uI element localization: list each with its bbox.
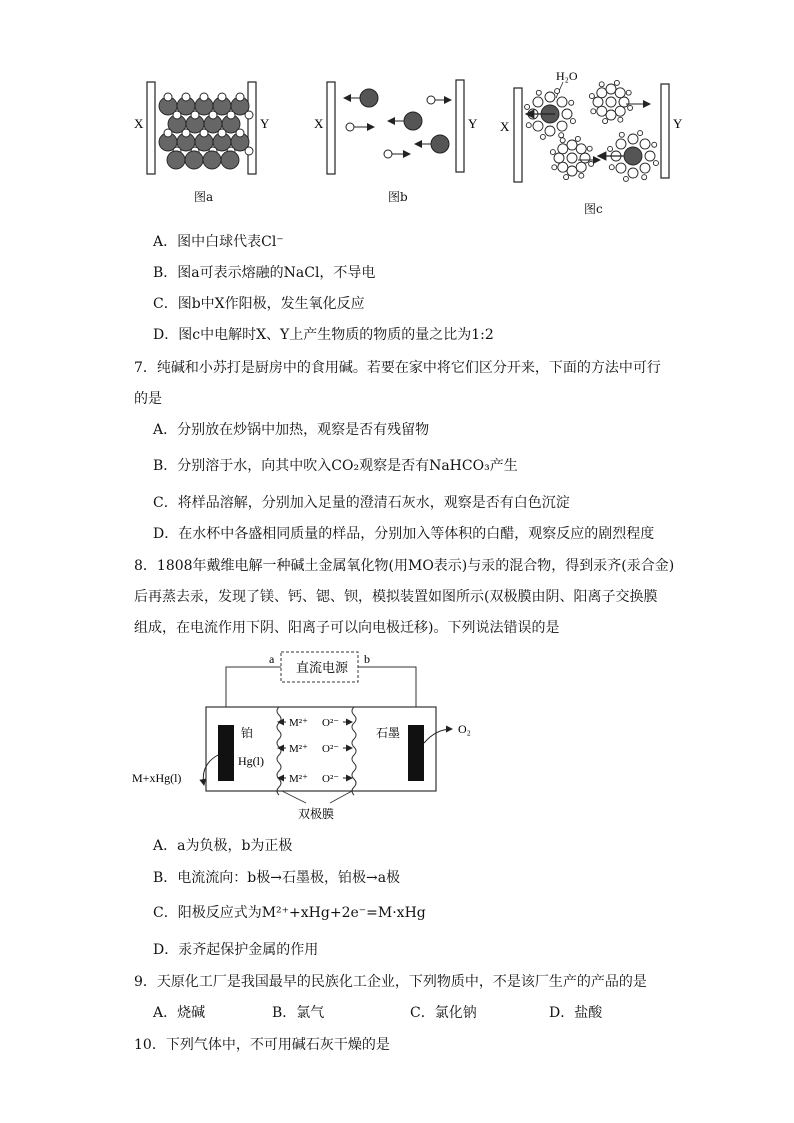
electrode-y [661, 84, 669, 178]
anion [200, 129, 208, 137]
electrolytic-cell [206, 707, 436, 791]
anion [164, 129, 172, 137]
q8-option-a: A．a为负极，b为正极 [153, 838, 293, 854]
electrode-y [456, 80, 464, 172]
power-label: 直流电源 [296, 660, 349, 675]
cation [431, 135, 449, 153]
water-molecule [597, 106, 607, 116]
water-molecule [545, 126, 555, 136]
q7-option-c: C．将样品溶解，分别加入足量的澄清石灰水，观察是否有白色沉淀 [153, 495, 570, 511]
figure-c-caption: 图c [584, 202, 603, 216]
q8-stem-line2: 后再蒸去汞，发现了镁、钙、锶、钡，模拟装置如图所示(双极膜由阴、阳离子交换膜 [134, 589, 658, 605]
anion [427, 96, 435, 104]
anion [236, 93, 244, 101]
hydrogen-atom [564, 175, 569, 180]
q7-option-b: B．分别溶于水，向其中吹入CO₂观察是否有NaHCO₃产生 [153, 458, 518, 474]
q7-stem-line2: 的是 [134, 391, 162, 407]
label-x: X [314, 116, 324, 131]
hydrogen-atom [623, 176, 628, 181]
ion-core [567, 153, 577, 163]
electrode-x [514, 88, 522, 182]
water-molecule [606, 110, 616, 120]
q6-option-a: A．图中白球代表Cl⁻ [153, 234, 284, 250]
terminal-a: a [269, 652, 275, 666]
water-label: H₂O [556, 69, 578, 83]
water-molecule [616, 139, 626, 149]
water-molecule [562, 109, 572, 119]
cation-label: M²⁺ [289, 717, 308, 729]
anion [245, 147, 253, 155]
water-molecule [576, 162, 586, 172]
q9-option-b: B．氯气 [272, 1005, 325, 1021]
hydrogen-atom [642, 175, 647, 180]
anion [182, 93, 190, 101]
water-molecule [567, 166, 577, 176]
cation [404, 112, 422, 130]
water-molecule [567, 140, 577, 150]
hydrogen-atom [552, 165, 557, 170]
water-molecule [640, 139, 650, 149]
hydrogen-atom [555, 89, 560, 94]
anion [384, 150, 392, 158]
water-molecule [558, 144, 568, 154]
water-molecule [628, 134, 638, 144]
anion [245, 111, 253, 119]
water-molecule [557, 121, 567, 131]
anion [346, 123, 354, 131]
label-y: Y [260, 116, 270, 131]
water-molecule [554, 153, 564, 163]
product-right: O₂ [458, 722, 471, 736]
water-molecule [615, 88, 625, 98]
hydrogen-atom [579, 173, 584, 178]
hydrogen-atom [626, 90, 631, 95]
water-molecule [576, 144, 586, 154]
hydrogen-atom [614, 80, 619, 85]
hydrogen-atom [587, 146, 592, 151]
hydrogen-atom [652, 142, 657, 147]
hydrogen-atom [575, 136, 580, 141]
figure-b-caption: 图b [388, 190, 408, 204]
water-molecule [533, 121, 543, 131]
cation-label: M²⁺ [289, 773, 308, 785]
label-x: X [500, 119, 510, 134]
electrolysis-apparatus [0, 645, 794, 835]
ion-core [624, 147, 642, 165]
hydrogen-atom [609, 165, 614, 170]
anion [236, 129, 244, 137]
hydrogen-atom [589, 94, 594, 99]
water-molecule [533, 97, 543, 107]
anion [227, 111, 235, 119]
figure-c [500, 69, 683, 182]
hydrogen-atom [570, 119, 575, 124]
cation [185, 151, 203, 169]
hydrogen-atom [550, 150, 555, 155]
water-molecule [645, 151, 655, 161]
anion [200, 93, 208, 101]
anion [191, 111, 199, 119]
graphite-electrode [408, 725, 424, 781]
label-y: Y [673, 116, 683, 131]
cation [360, 89, 378, 107]
hydrogen-atom [525, 104, 530, 109]
hydrogen-atom [619, 132, 624, 137]
hydrogen-atom [608, 146, 613, 151]
anion [182, 129, 190, 137]
q9-option-a: A．烧碱 [153, 1005, 206, 1021]
cation-label: M²⁺ [289, 743, 308, 755]
hydrated-anion [589, 80, 632, 123]
product-left: M+xHg(l) [132, 771, 182, 785]
q8-option-c: C．阳极反应式为M²⁺+xHg+2e⁻=M·xHg [153, 905, 426, 921]
anion-label: O²⁻ [322, 773, 340, 785]
platinum-label: 铂 [241, 726, 254, 740]
q7-option-d: D．在水杯中各盛相同质量的样品，分别加入等体积的白醋，观察反应的剧烈程度 [153, 526, 655, 542]
water-molecule [558, 162, 568, 172]
q10-stem: 10．下列气体中，不可用碱石灰干燥的是 [134, 1037, 390, 1053]
q9-option-c: C．氯化钠 [410, 1005, 477, 1021]
q7-stem-line1: 7．纯碱和小苏打是厨房中的食用碱。若要在家中将它们区分开来，下面的方法中可行 [134, 360, 661, 376]
cation [203, 151, 221, 169]
graphite-label: 石墨 [376, 726, 401, 740]
water-molecule [615, 106, 625, 116]
membrane-label: 双极膜 [298, 807, 335, 821]
water-molecule [545, 92, 555, 102]
hydrated-anion [550, 136, 593, 179]
anion [218, 93, 226, 101]
label-y: Y [468, 116, 478, 131]
figure-a-caption: 图a [194, 190, 214, 204]
label-x: X [134, 116, 144, 131]
anion [218, 129, 226, 137]
electrode-x [147, 82, 155, 174]
hydrogen-atom [536, 90, 541, 95]
hydrogen-atom [653, 161, 658, 166]
water-molecule [616, 163, 626, 173]
hydrogen-atom [526, 123, 531, 128]
hydrogen-atom [599, 82, 604, 87]
figure-b [314, 80, 478, 174]
hydrogen-atom [569, 100, 574, 105]
hydrogen-atom [589, 161, 594, 166]
q9-option-d: D．盐酸 [549, 1005, 603, 1021]
anion [164, 93, 172, 101]
q8-option-b: B．电流流向：b极→石墨极，铂极→a极 [153, 870, 401, 886]
q9-stem: 9．天原化工厂是我国最早的民族化工企业，下列物质中，不是该厂生产的产品的是 [134, 974, 647, 990]
anion-label: O²⁻ [322, 717, 340, 729]
anion [173, 111, 181, 119]
hydrogen-atom [591, 109, 596, 114]
q6-option-d: D．图c中电解时X、Y上产生物质的物质的量之比为1:2 [153, 327, 494, 343]
water-molecule [597, 88, 607, 98]
anion [209, 111, 217, 119]
water-molecule [593, 97, 603, 107]
cation [221, 151, 239, 169]
hydrogen-atom [559, 133, 564, 138]
hydrogen-atom [638, 131, 643, 136]
q8-stem-line1: 8．1808年戴维电解一种碱土金属氧化物(用MO表示)与汞的混合物，得到汞齐(汞合金) [134, 558, 675, 574]
hydrogen-atom [560, 138, 565, 143]
hydrogen-atom [540, 134, 545, 139]
electrode-y [248, 82, 256, 174]
hydrogen-atom [618, 117, 623, 122]
anion-label: O²⁻ [322, 743, 340, 755]
platinum-electrode [218, 725, 234, 781]
water-molecule [580, 153, 590, 163]
figure-a [134, 82, 270, 174]
ion-core [606, 97, 616, 107]
water-molecule [606, 84, 616, 94]
water-molecule [640, 163, 650, 173]
ion-lattice [159, 93, 253, 169]
q6-option-b: B．图a可表示熔融的NaCl，不导电 [153, 265, 376, 281]
q8-stem-line3: 组成，在电流作用下阴、阳离子可以向电极迁移)。下列说法错误的是 [134, 620, 560, 636]
electrolysis-figures [0, 0, 794, 220]
electrode-x [327, 82, 335, 174]
water-molecule [557, 97, 567, 107]
water-molecule [628, 168, 638, 178]
q6-option-c: C．图b中X作阳极，发生氧化反应 [153, 296, 365, 312]
q7-option-a: A．分别放在炒锅中加热，观察是否有残留物 [153, 422, 430, 438]
terminal-b: b [364, 652, 370, 666]
q8-option-d: D．汞齐起保护金属的作用 [153, 942, 319, 958]
cation [167, 151, 185, 169]
hydrogen-atom [603, 119, 608, 124]
hydrogen-atom [628, 105, 633, 110]
mercury-label: Hg(l) [238, 754, 264, 768]
water-molecule [619, 97, 629, 107]
